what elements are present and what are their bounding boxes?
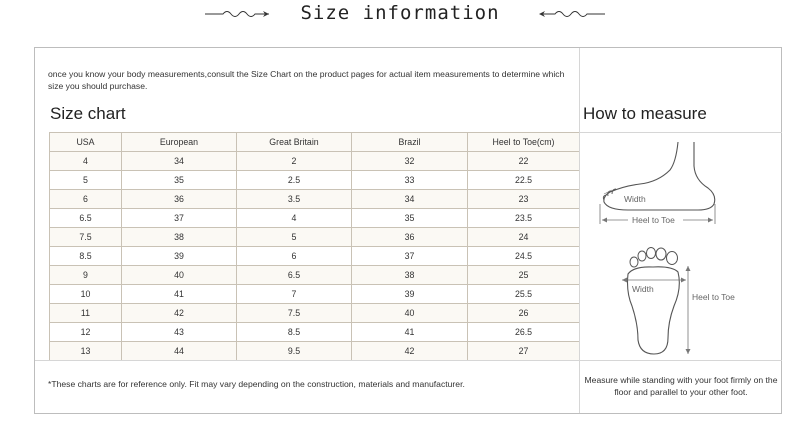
cell-great-britain: 2 [237,152,352,171]
cell-great-britain: 6 [237,247,352,266]
cell-great-britain: 6.5 [237,266,352,285]
top-width-label: Width [632,284,654,294]
cell-usa: 12 [50,323,122,342]
size-info-panel [34,47,782,414]
cell-heel-to-toe: 25 [468,266,580,285]
foot-top-view-icon [620,244,750,360]
cell-brazil: 39 [352,285,468,304]
table-row [50,342,580,361]
divider [580,360,782,361]
cell-heel-to-toe: 23 [468,190,580,209]
intro-text: once you know your body measurements,consult the Size Chart on the product pages for actual item measurements to determine which size you should purchase. [48,69,565,91]
table-row [50,209,580,228]
side-length-label: Heel to Toe [632,215,675,225]
cell-heel-to-toe: 25.5 [468,285,580,304]
cell-brazil: 37 [352,247,468,266]
cell-heel-to-toe: 23.5 [468,209,580,228]
cell-usa: 11 [50,304,122,323]
cell-european: 37 [122,209,237,228]
cell-heel-to-toe: 24 [468,228,580,247]
column-header-usa: USA [50,133,122,152]
size-chart-section [35,48,579,413]
table-row [50,228,580,247]
side-width-label: Width [624,194,646,204]
cell-great-britain: 7.5 [237,304,352,323]
cell-great-britain: 8.5 [237,323,352,342]
size-chart-body [50,152,580,361]
cell-heel-to-toe: 24.5 [468,247,580,266]
table-row [50,171,580,190]
cell-heel-to-toe: 26.5 [468,323,580,342]
cell-european: 40 [122,266,237,285]
page-title: Size information [300,2,500,24]
table-header-row [50,133,580,152]
cell-brazil: 32 [352,152,468,171]
cell-european: 38 [122,228,237,247]
column-header-european: European [122,133,237,152]
cell-usa: 9 [50,266,122,285]
wave-arrow-left-icon [535,6,605,22]
cell-brazil: 42 [352,342,468,361]
column-header-great-britain: Great Britain [237,133,352,152]
top-length-label: Heel to Toe [692,292,735,302]
divider [580,132,782,133]
cell-heel-to-toe: 22 [468,152,580,171]
how-to-measure-title: How to measure [583,104,707,123]
cell-usa: 5 [50,171,122,190]
cell-brazil: 33 [352,171,468,190]
cell-european: 36 [122,190,237,209]
cell-great-britain: 3.5 [237,190,352,209]
cell-brazil: 34 [352,190,468,209]
cell-brazil: 38 [352,266,468,285]
size-chart-table [49,132,580,361]
cell-brazil: 41 [352,323,468,342]
cell-usa: 6 [50,190,122,209]
cell-brazil: 35 [352,209,468,228]
column-header-heel-to-toe: Heel to Toe(cm) [468,133,580,152]
cell-european: 44 [122,342,237,361]
table-row [50,266,580,285]
cell-european: 41 [122,285,237,304]
measure-note: Measure while standing with your foot firmly on the floor and parallel to your other foot. [584,375,778,397]
cell-great-britain: 5 [237,228,352,247]
page-header [0,0,800,30]
cell-european: 39 [122,247,237,266]
table-row [50,247,580,266]
cell-usa: 10 [50,285,122,304]
cell-european: 42 [122,304,237,323]
table-row [50,152,580,171]
cell-heel-to-toe: 26 [468,304,580,323]
foot-side-view-icon [598,140,728,226]
cell-great-britain: 7 [237,285,352,304]
cell-usa: 7.5 [50,228,122,247]
cell-great-britain: 2.5 [237,171,352,190]
reference-footnote: *These charts are for reference only. Fit may vary depending on the construction, materials and manufacturer. [48,379,465,389]
cell-european: 35 [122,171,237,190]
cell-european: 34 [122,152,237,171]
cell-usa: 8.5 [50,247,122,266]
table-row [50,190,580,209]
table-row [50,304,580,323]
cell-usa: 4 [50,152,122,171]
cell-great-britain: 4 [237,209,352,228]
cell-brazil: 36 [352,228,468,247]
cell-heel-to-toe: 27 [468,342,580,361]
cell-european: 43 [122,323,237,342]
table-row [50,285,580,304]
size-chart-title: Size chart [50,104,126,123]
divider [35,360,579,361]
cell-usa: 6.5 [50,209,122,228]
table-row [50,323,580,342]
cell-heel-to-toe: 22.5 [468,171,580,190]
cell-usa: 13 [50,342,122,361]
how-to-measure-section [579,48,781,413]
cell-brazil: 40 [352,304,468,323]
cell-great-britain: 9.5 [237,342,352,361]
column-header-brazil: Brazil [352,133,468,152]
